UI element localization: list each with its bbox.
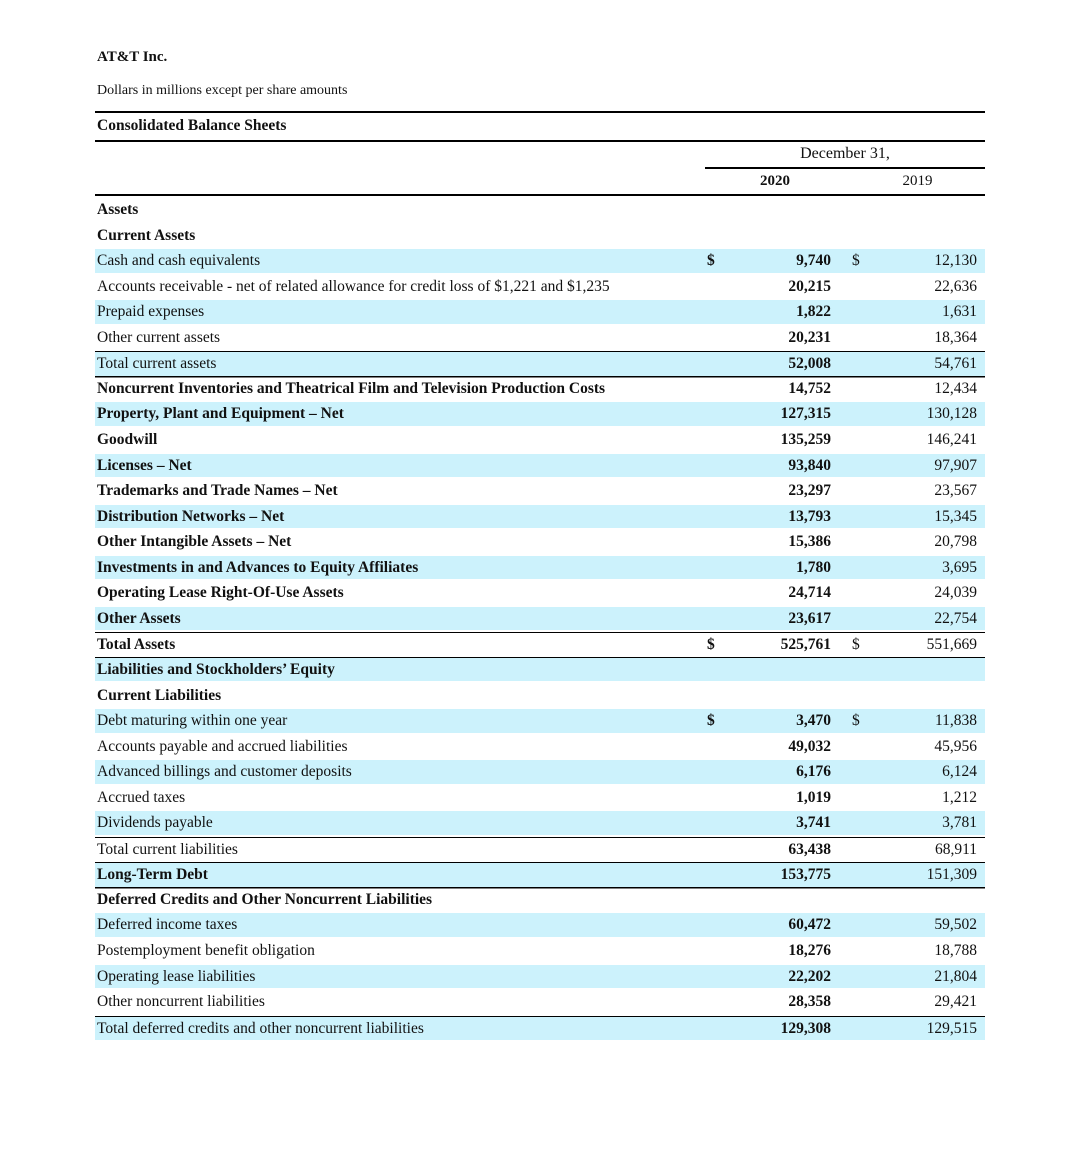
period-header: December 31,	[800, 145, 890, 162]
company-name: AT&T Inc.	[97, 49, 168, 65]
table-row	[95, 454, 985, 478]
row-label: Noncurrent Inventories and Theatrical Film and Television Production Costs	[97, 379, 606, 397]
row-label: Cash and cash equivalents	[97, 252, 261, 270]
table-row	[95, 249, 985, 273]
table-row	[95, 735, 985, 759]
currency-symbol-2019: $	[852, 712, 860, 729]
value-2019: 54,761	[934, 355, 977, 373]
currency-symbol-2020: $	[707, 636, 715, 654]
table-row	[95, 326, 985, 350]
row-label: Postemployment benefit obligation	[97, 942, 315, 959]
row-label: Licenses – Net	[97, 456, 192, 474]
row-label: Current Liabilities	[97, 686, 222, 704]
table-row	[95, 837, 985, 862]
table-row	[95, 402, 985, 426]
value-2020: 135,259	[780, 431, 831, 448]
value-2020: 93,840	[788, 456, 831, 474]
table-row	[95, 965, 985, 989]
value-2019: 12,434	[934, 379, 977, 397]
row-label: Other Assets	[97, 609, 181, 627]
row-label: Accrued taxes	[97, 788, 186, 806]
row-label: Goodwill	[97, 431, 158, 448]
value-2020: 127,315	[780, 405, 831, 423]
table-row	[95, 913, 985, 937]
table-row	[95, 556, 985, 580]
table-row	[95, 351, 985, 376]
value-2020: 6,176	[796, 763, 831, 781]
table-row	[95, 939, 985, 963]
row-label: Other Intangible Assets – Net	[97, 533, 292, 551]
table-row	[95, 505, 985, 529]
value-2020: 14,752	[788, 379, 831, 397]
table-row	[95, 811, 985, 835]
value-2019: 68,911	[934, 840, 977, 858]
value-2020: 24,714	[788, 584, 831, 602]
value-2020: 18,276	[788, 942, 831, 959]
table-row	[95, 862, 985, 887]
value-2019: 20,798	[934, 533, 977, 551]
row-label: Deferred Credits and Other Noncurrent Liabilities	[97, 890, 433, 908]
table-row	[95, 530, 985, 554]
currency-symbol-2019: $	[852, 636, 860, 654]
table-row	[95, 1016, 985, 1041]
value-2020: 3,470	[796, 712, 831, 729]
value-2020: 15,386	[788, 533, 831, 551]
value-2019: 146,241	[926, 431, 977, 448]
row-label: Assets	[97, 201, 139, 218]
value-2020: 49,032	[788, 737, 831, 755]
row-label: Investments in and Advances to Equity Affiliates	[97, 558, 419, 576]
row-label: Total current liabilities	[97, 840, 238, 858]
value-2020: 28,358	[788, 993, 831, 1011]
row-label: Total Assets	[97, 636, 176, 654]
table-row	[95, 760, 985, 784]
value-2019: 21,804	[934, 967, 977, 985]
value-2020: 13,793	[788, 507, 831, 525]
row-label: Other current assets	[97, 328, 221, 346]
table-row	[95, 300, 985, 324]
currency-symbol-2019: $	[852, 252, 860, 270]
value-2020: 52,008	[788, 355, 831, 373]
value-2019: 24,039	[934, 584, 977, 602]
row-label: Operating Lease Right-Of-Use Assets	[97, 584, 344, 602]
row-label: Liabilities and Stockholders’ Equity	[97, 660, 335, 678]
value-2019: 18,788	[934, 942, 977, 959]
table-row	[95, 224, 985, 248]
value-2020: 23,297	[788, 482, 831, 500]
row-label: Prepaid expenses	[97, 303, 205, 321]
value-2019: 1,631	[942, 303, 977, 321]
table-row	[95, 990, 985, 1014]
value-2019: 22,754	[934, 609, 977, 627]
value-2020: 153,775	[780, 866, 831, 884]
row-label: Operating lease liabilities	[97, 967, 256, 985]
value-2019: 15,345	[934, 507, 977, 525]
value-2020: 20,215	[788, 277, 831, 295]
table-row	[95, 275, 985, 299]
table-row	[95, 658, 985, 682]
row-label: Distribution Networks – Net	[97, 507, 285, 525]
row-label: Other noncurrent liabilities	[97, 993, 265, 1011]
row-label: Dividends payable	[97, 814, 213, 832]
value-2019: 129,515	[926, 1019, 977, 1037]
row-label: Advanced billings and customer deposits	[97, 763, 352, 781]
currency-symbol-2020: $	[707, 252, 715, 270]
value-2019: 3,695	[942, 558, 977, 576]
table-row	[95, 581, 985, 605]
row-label: Accounts receivable - net of related allowance for credit loss of $1,221 and $1,235	[97, 277, 610, 295]
row-label: Accounts payable and accrued liabilities	[97, 737, 348, 755]
row-label: Current Assets	[97, 226, 196, 244]
section-title: Consolidated Balance Sheets	[97, 117, 287, 134]
units-note: Dollars in millions except per share amounts	[97, 83, 348, 98]
value-2019: 6,124	[942, 763, 977, 781]
table-row	[95, 198, 985, 222]
value-2019: 130,128	[926, 405, 977, 423]
row-label: Debt maturing within one year	[97, 712, 288, 729]
value-2020: 63,438	[788, 840, 831, 858]
row-label: Trademarks and Trade Names – Net	[97, 482, 338, 500]
row-label: Deferred income taxes	[97, 916, 238, 934]
table-row	[95, 479, 985, 503]
table-row	[95, 428, 985, 452]
value-2019: 18,364	[934, 328, 977, 346]
value-2020: 129,308	[780, 1019, 831, 1037]
value-2019: 29,421	[934, 993, 977, 1011]
value-2020: 1,019	[796, 788, 831, 806]
row-label: Property, Plant and Equipment – Net	[97, 405, 344, 423]
table-row	[95, 632, 985, 657]
table-row	[95, 607, 985, 631]
value-2020: 1,780	[796, 558, 831, 576]
value-2020: 22,202	[788, 967, 831, 985]
value-2020: 1,822	[796, 303, 831, 321]
value-2019: 45,956	[934, 737, 977, 755]
value-2019: 551,669	[926, 636, 977, 654]
value-2020: 60,472	[788, 916, 831, 934]
value-2019: 1,212	[942, 788, 977, 806]
value-2020: 525,761	[780, 636, 831, 654]
table-row	[95, 709, 985, 733]
value-2020: 9,740	[796, 252, 831, 270]
value-2019: 3,781	[942, 814, 977, 832]
table-row	[95, 888, 985, 912]
table-row	[95, 786, 985, 810]
row-label: Total current assets	[97, 355, 217, 373]
year-header-current: 2020	[760, 173, 790, 189]
value-2019: 151,309	[926, 866, 977, 884]
row-label: Total deferred credits and other noncurrent liabilities	[97, 1019, 424, 1037]
value-2019: 59,502	[934, 916, 977, 934]
value-2019: 22,636	[934, 277, 977, 295]
value-2020: 20,231	[788, 328, 831, 346]
value-2019: 97,907	[934, 456, 977, 474]
value-2019: 12,130	[934, 252, 977, 270]
value-2019: 23,567	[934, 482, 977, 500]
table-row	[95, 377, 985, 401]
row-label: Long-Term Debt	[97, 866, 208, 884]
value-2020: 3,741	[796, 814, 831, 832]
value-2019: 11,838	[934, 712, 977, 729]
currency-symbol-2020: $	[707, 712, 715, 729]
table-row	[95, 684, 985, 708]
year-header-prior: 2019	[902, 173, 933, 189]
value-2020: 23,617	[788, 609, 831, 627]
